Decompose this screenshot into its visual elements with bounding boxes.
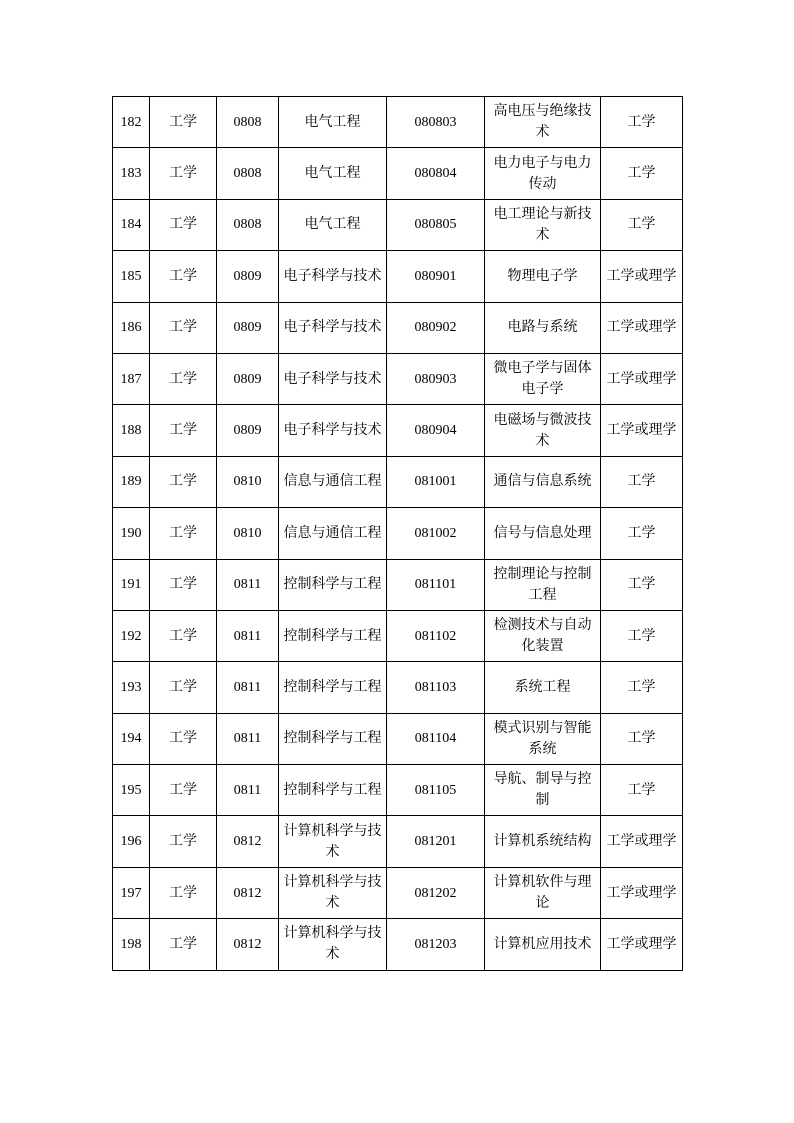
second-level-name-cell: 高电压与绝缘技术 [485, 97, 601, 148]
degree-type-cell: 工学 [601, 662, 683, 713]
table-row [113, 765, 683, 816]
degree-type-cell: 工学或理学 [601, 302, 683, 353]
table-row [113, 816, 683, 867]
row-number-cell: 194 [113, 713, 150, 764]
second-level-code-cell: 081203 [387, 919, 485, 970]
degree-type-cell: 工学或理学 [601, 353, 683, 404]
second-level-code-cell: 080803 [387, 97, 485, 148]
table-row [113, 97, 683, 148]
first-level-code-cell: 0812 [217, 816, 279, 867]
second-level-code-cell: 081103 [387, 662, 485, 713]
first-level-code-cell: 0811 [217, 662, 279, 713]
second-level-name-cell: 物理电子学 [485, 251, 601, 302]
row-number-cell: 198 [113, 919, 150, 970]
table-body [113, 97, 683, 971]
second-level-name-cell: 电力电子与电力传动 [485, 148, 601, 199]
discipline-category-cell: 工学 [150, 508, 217, 559]
degree-type-cell: 工学或理学 [601, 867, 683, 918]
discipline-category-cell: 工学 [150, 97, 217, 148]
row-number-cell: 187 [113, 353, 150, 404]
second-level-code-cell: 080901 [387, 251, 485, 302]
table-row [113, 713, 683, 764]
discipline-category-cell: 工学 [150, 662, 217, 713]
table-row [113, 919, 683, 970]
second-level-code-cell: 081201 [387, 816, 485, 867]
first-level-code-cell: 0811 [217, 713, 279, 764]
discipline-category-cell: 工学 [150, 610, 217, 661]
degree-type-cell: 工学或理学 [601, 816, 683, 867]
first-level-code-cell: 0812 [217, 919, 279, 970]
second-level-code-cell: 081105 [387, 765, 485, 816]
second-level-name-cell: 电工理论与新技术 [485, 199, 601, 250]
second-level-code-cell: 081104 [387, 713, 485, 764]
first-level-name-cell: 控制科学与工程 [279, 662, 387, 713]
table-row [113, 662, 683, 713]
second-level-code-cell: 081001 [387, 456, 485, 507]
first-level-name-cell: 控制科学与工程 [279, 559, 387, 610]
discipline-category-cell: 工学 [150, 559, 217, 610]
first-level-name-cell: 电子科学与技术 [279, 251, 387, 302]
second-level-name-cell: 控制理论与控制工程 [485, 559, 601, 610]
discipline-category-cell: 工学 [150, 456, 217, 507]
table-row [113, 559, 683, 610]
first-level-name-cell: 控制科学与工程 [279, 765, 387, 816]
degree-type-cell: 工学或理学 [601, 251, 683, 302]
second-level-name-cell: 模式识别与智能系统 [485, 713, 601, 764]
first-level-code-cell: 0809 [217, 405, 279, 456]
first-level-name-cell: 控制科学与工程 [279, 610, 387, 661]
second-level-code-cell: 081002 [387, 508, 485, 559]
second-level-name-cell: 电路与系统 [485, 302, 601, 353]
second-level-code-cell: 080904 [387, 405, 485, 456]
row-number-cell: 183 [113, 148, 150, 199]
first-level-name-cell: 计算机科学与技术 [279, 816, 387, 867]
second-level-name-cell: 检测技术与自动化装置 [485, 610, 601, 661]
row-number-cell: 195 [113, 765, 150, 816]
row-number-cell: 191 [113, 559, 150, 610]
second-level-code-cell: 081202 [387, 867, 485, 918]
first-level-code-cell: 0808 [217, 199, 279, 250]
second-level-name-cell: 通信与信息系统 [485, 456, 601, 507]
first-level-name-cell: 计算机科学与技术 [279, 867, 387, 918]
table-row [113, 508, 683, 559]
first-level-name-cell: 电气工程 [279, 148, 387, 199]
discipline-table [112, 96, 683, 971]
table-row [113, 405, 683, 456]
second-level-name-cell: 系统工程 [485, 662, 601, 713]
degree-type-cell: 工学 [601, 97, 683, 148]
table-row [113, 610, 683, 661]
table-row [113, 302, 683, 353]
second-level-name-cell: 信号与信息处理 [485, 508, 601, 559]
first-level-code-cell: 0809 [217, 302, 279, 353]
row-number-cell: 196 [113, 816, 150, 867]
degree-type-cell: 工学或理学 [601, 919, 683, 970]
row-number-cell: 197 [113, 867, 150, 918]
discipline-category-cell: 工学 [150, 148, 217, 199]
first-level-name-cell: 电气工程 [279, 199, 387, 250]
discipline-category-cell: 工学 [150, 199, 217, 250]
row-number-cell: 188 [113, 405, 150, 456]
first-level-code-cell: 0811 [217, 559, 279, 610]
second-level-code-cell: 080805 [387, 199, 485, 250]
discipline-category-cell: 工学 [150, 867, 217, 918]
row-number-cell: 182 [113, 97, 150, 148]
first-level-code-cell: 0809 [217, 353, 279, 404]
discipline-category-cell: 工学 [150, 919, 217, 970]
row-number-cell: 192 [113, 610, 150, 661]
second-level-code-cell: 081101 [387, 559, 485, 610]
first-level-code-cell: 0812 [217, 867, 279, 918]
second-level-name-cell: 计算机系统结构 [485, 816, 601, 867]
discipline-category-cell: 工学 [150, 816, 217, 867]
row-number-cell: 190 [113, 508, 150, 559]
second-level-code-cell: 080902 [387, 302, 485, 353]
second-level-name-cell: 导航、制导与控制 [485, 765, 601, 816]
discipline-category-cell: 工学 [150, 765, 217, 816]
first-level-code-cell: 0810 [217, 508, 279, 559]
first-level-name-cell: 信息与通信工程 [279, 456, 387, 507]
row-number-cell: 186 [113, 302, 150, 353]
degree-type-cell: 工学 [601, 559, 683, 610]
table-row [113, 251, 683, 302]
second-level-code-cell: 080903 [387, 353, 485, 404]
degree-type-cell: 工学或理学 [601, 405, 683, 456]
discipline-category-cell: 工学 [150, 405, 217, 456]
row-number-cell: 185 [113, 251, 150, 302]
degree-type-cell: 工学 [601, 713, 683, 764]
second-level-name-cell: 计算机应用技术 [485, 919, 601, 970]
second-level-name-cell: 电磁场与微波技术 [485, 405, 601, 456]
second-level-code-cell: 080804 [387, 148, 485, 199]
first-level-code-cell: 0811 [217, 610, 279, 661]
table-row [113, 353, 683, 404]
second-level-name-cell: 微电子学与固体电子学 [485, 353, 601, 404]
first-level-name-cell: 信息与通信工程 [279, 508, 387, 559]
table-row [113, 199, 683, 250]
first-level-code-cell: 0808 [217, 148, 279, 199]
first-level-code-cell: 0810 [217, 456, 279, 507]
row-number-cell: 193 [113, 662, 150, 713]
first-level-code-cell: 0811 [217, 765, 279, 816]
degree-type-cell: 工学 [601, 148, 683, 199]
row-number-cell: 189 [113, 456, 150, 507]
second-level-name-cell: 计算机软件与理论 [485, 867, 601, 918]
discipline-category-cell: 工学 [150, 713, 217, 764]
row-number-cell: 184 [113, 199, 150, 250]
degree-type-cell: 工学 [601, 456, 683, 507]
table-row [113, 867, 683, 918]
first-level-code-cell: 0808 [217, 97, 279, 148]
first-level-name-cell: 电子科学与技术 [279, 353, 387, 404]
first-level-code-cell: 0809 [217, 251, 279, 302]
degree-type-cell: 工学 [601, 199, 683, 250]
first-level-name-cell: 计算机科学与技术 [279, 919, 387, 970]
discipline-category-cell: 工学 [150, 353, 217, 404]
first-level-name-cell: 电子科学与技术 [279, 405, 387, 456]
degree-type-cell: 工学 [601, 610, 683, 661]
first-level-name-cell: 控制科学与工程 [279, 713, 387, 764]
second-level-code-cell: 081102 [387, 610, 485, 661]
discipline-category-cell: 工学 [150, 302, 217, 353]
degree-type-cell: 工学 [601, 765, 683, 816]
first-level-name-cell: 电气工程 [279, 97, 387, 148]
first-level-name-cell: 电子科学与技术 [279, 302, 387, 353]
degree-type-cell: 工学 [601, 508, 683, 559]
discipline-category-cell: 工学 [150, 251, 217, 302]
table-row [113, 456, 683, 507]
table-row [113, 148, 683, 199]
